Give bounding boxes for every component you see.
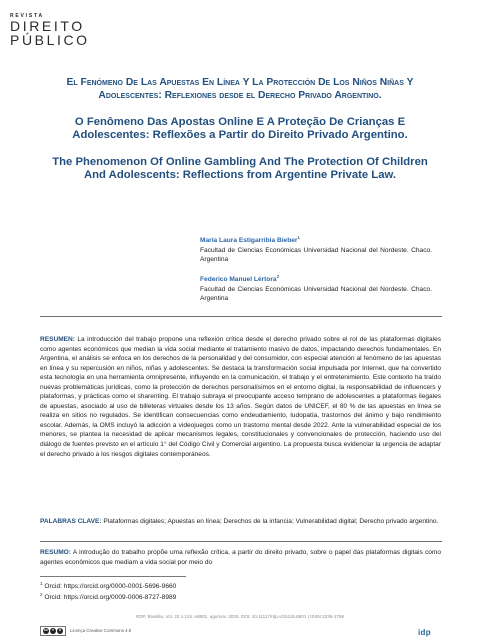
journal-logo-line1: REVISTA bbox=[10, 13, 44, 19]
author-1 bbox=[200, 233, 432, 265]
palabras-clave-paragraph bbox=[40, 517, 441, 527]
author-1-affiliation: Facultad de Ciencias Económicas Universidad Nacional del Nordeste. Chaco. Argentina bbox=[200, 246, 432, 264]
author-2 bbox=[200, 272, 432, 304]
cc-icon: cc bbox=[44, 628, 48, 633]
creative-commons-badge[interactable] bbox=[40, 626, 66, 636]
resumen-label: RESUMEN: bbox=[40, 336, 75, 343]
title-english: The Phenomenon Of Online Gambling And The Protection Of Children And Adolescents: Reflections from Argentine Private Law. bbox=[52, 156, 428, 181]
license-text[interactable]: Licença Creative Commons 4.0 bbox=[70, 628, 132, 633]
footnote-2 bbox=[40, 590, 176, 603]
palabras-clave-text: Plataformas digitales; Apuestas en línea; Derechos de la infancia; Vulnerabilidad digital; Derecho privado argentino. bbox=[103, 518, 439, 525]
footnote-1-number: 1 bbox=[40, 581, 43, 586]
title-spanish: El Fenómeno De Las Apuestas En Línea Y La Protección De Los Niños Niñas Y Adolescentes: Reflexiones desde el Derecho Privado Argentino. bbox=[66, 77, 414, 101]
resumen-text: La introducción del trabajo propone una reflexión crítica desde el derecho privado sobre el rol de las plataformas digitales como agentes económicos que median la vida social mediante el tratamiento masivo de datos, impactando derechos fundamentales. En Argentina, el análisis se enfoca en los derechos de la personalidad y del consumidor, con especial atención al fenómeno de las apuestas en línea y su repercusión en niños, niñas y adolescentes. Se destaca la transformación social impulsada por Internet, que ha convertido esta tecnología en una herramienta omnipresente, influyendo en la comunicación, el trabajo y el entretenimiento. Este contexto ha traído nuevas problemáticas jurídicas, como la protección de derechos personalísimos en el entorno digital, la responsabilidad de influencers y plataformas, y prácticas como el sharenting. El trabajo subraya el preocupante acceso temprano de adolescentes a plataformas ilegales de apuestas, asociado al uso de billeteras virtuales desde los 13 años. Según datos de UNICEF, el 80 % de las apuestas en línea se realiza en sitios no regulados. Se identifican consecuencias como endeudamiento, ludopatía, trastornos del ánimo y bajo rendimiento escolar. Además, la OMS incluyó la adicción a videojuegos como un trastorno mental desde 2022. Ante la vulnerabilidad especial de los menores, se plantea la necesidad de aplicar mecanismos legales, constitucionales y convencionales de protección, haciendo uso del diálogo de fuentes previsto en el artículo 1° del Código Civil y Comercial argentino. La propuesta busca evidenciar la urgencia de adaptar el derecho privado a los riesgos digitales contemporáneos. bbox=[40, 336, 441, 458]
author-2-footnote-ref[interactable]: 2 bbox=[276, 274, 280, 279]
author-2-affiliation: Facultad de Ciencias Económicas Universidad Nacional del Nordeste. Chaco. Argentina bbox=[200, 285, 432, 303]
journal-logo-line2: DIREITO bbox=[10, 18, 85, 34]
author-2-name: Federico Manuel Lértora bbox=[200, 276, 277, 284]
divider-middle bbox=[40, 541, 442, 542]
footnote-2-text[interactable]: Orcid: https://orcid.org/0009-0006-8727-8989 bbox=[44, 594, 177, 602]
journal-logo bbox=[10, 13, 90, 47]
footnote-2-number: 2 bbox=[40, 592, 43, 597]
footnote-rule bbox=[40, 576, 186, 577]
author-1-footnote-ref[interactable]: 1 bbox=[297, 235, 300, 240]
resumo-text: A introdução do trabalho propõe uma reflexão crítica, a partir do direito privado, sobre o papel das plataformas digitais como agentes econômicos que mediam a vida social por meio do bbox=[40, 549, 442, 566]
title-portuguese: O Fenômeno Das Apostas Online E A Proteção De Crianças E Adolescentes: Reflexões a Partir do Direito Privado Argentino. bbox=[72, 116, 408, 141]
resumo-paragraph bbox=[40, 548, 441, 567]
resumo-label: RESUMO: bbox=[40, 549, 71, 556]
footnote-1-text[interactable]: Orcid: https://orcid.org/0000-0001-5696-9660 bbox=[44, 583, 177, 591]
journal-logo-line3: PÚBLICO bbox=[10, 32, 90, 48]
resumen-paragraph bbox=[40, 335, 441, 459]
author-1-name: María Laura Estigarribia Bieber bbox=[200, 237, 298, 245]
title-block bbox=[40, 77, 440, 182]
divider-top bbox=[40, 316, 442, 317]
palabras-clave-label: PALABRAS CLAVE: bbox=[40, 518, 102, 525]
running-footer: RDP, Brasília, Vol. 22 n.115, e8801, ago/nov. 2025, DOI: 10.11117/rdp.v22i115.8801 | ISSN 2236-1766 bbox=[135, 614, 345, 619]
idp-logo: idp bbox=[418, 628, 431, 637]
nc-icon: $ bbox=[59, 628, 61, 633]
by-icon: ● bbox=[51, 628, 55, 633]
